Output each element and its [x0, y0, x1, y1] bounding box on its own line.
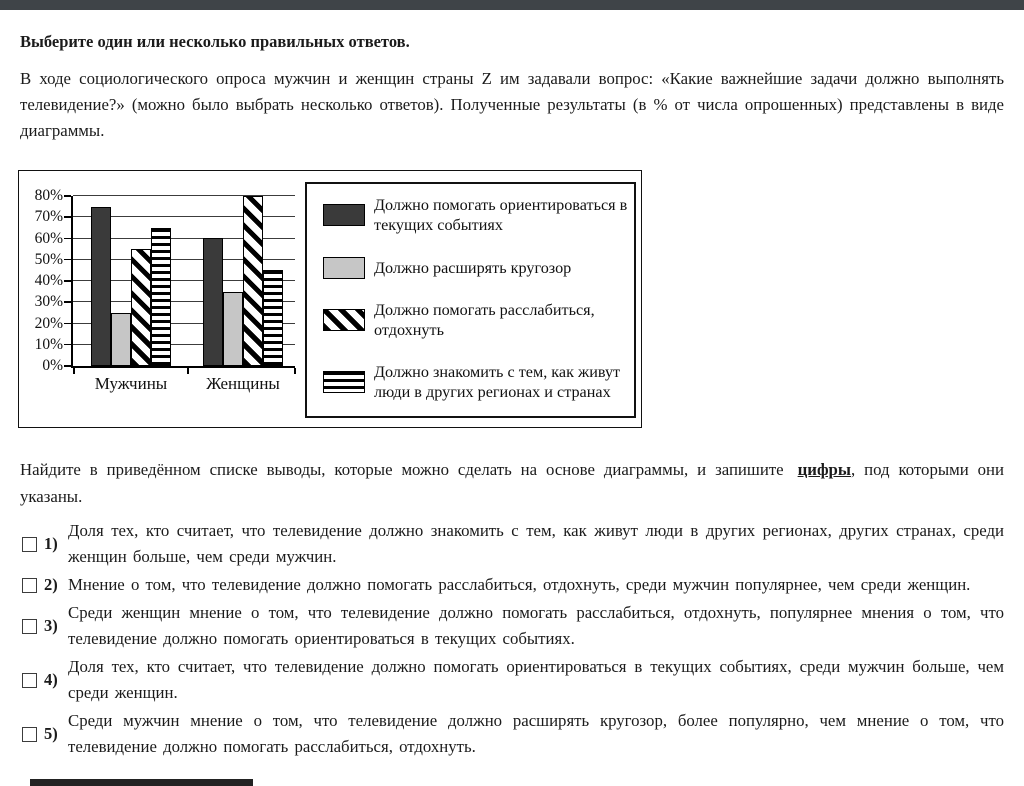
y-axis-tick [64, 195, 71, 197]
y-axis-tick [64, 216, 71, 218]
option-text: Доля тех, кто считает, что телевидение должно знакомить с тем, как живут люди в других регионах, других странах, среди женщин больше, чем среди мужчин. [68, 521, 1004, 566]
y-axis-label: 0% [42, 357, 63, 374]
y-axis-label: 70% [34, 208, 63, 226]
legend-swatch-horizontal-stripes [323, 371, 365, 393]
bar-Мужчины-solid-dark [91, 207, 111, 366]
bar-Женщины-solid-gray [223, 292, 243, 366]
option-text: Среди мужчин мнение о том, что телевидение должно расширять кругозор, более популярно, чем мнение о том, что телевидение должно помогать расслабиться, отдохнуть. [68, 711, 1004, 756]
category-label: Женщины [206, 374, 280, 393]
legend-swatch-solid-dark [323, 204, 365, 226]
window-bottom-bar [30, 779, 253, 786]
option-number: 3) [44, 616, 58, 635]
legend-label: Должно помогать ориентироваться в текущих событиях [374, 196, 628, 234]
y-axis-label: 50% [34, 250, 63, 268]
option-number: 1) [44, 534, 58, 553]
option-number: 2) [44, 575, 58, 594]
task-description: В ходе социологического опроса мужчин и женщин страны Z им задавали вопрос: «Какие важнейшие задачи должно выполнять телевидение?» (можно было выбрать несколько ответов). Полученные результаты (в % от числа опрошенных) представлены в виде диаграммы. [20, 69, 1004, 140]
chart-plot-area [34, 187, 295, 393]
y-axis-tick [64, 238, 71, 240]
bar-Женщины-horizontal-stripes [263, 270, 283, 366]
question-text [20, 456, 1004, 510]
bar-Женщины-diagonal-hatch [243, 196, 263, 366]
legend-item [307, 195, 634, 235]
option-head [22, 575, 68, 595]
option-head [22, 616, 68, 636]
option-3-checkbox[interactable] [22, 619, 37, 634]
y-axis-tick [64, 280, 71, 282]
option-head [22, 534, 68, 554]
option-1-checkbox[interactable] [22, 537, 37, 552]
option-2-checkbox[interactable] [22, 578, 37, 593]
y-axis-tick [64, 301, 71, 303]
y-axis-label: 10% [34, 335, 63, 353]
legend-label: Должно помогать расслабиться, отдохнуть [374, 301, 595, 340]
option-4-checkbox[interactable] [22, 673, 37, 688]
legend-item [307, 362, 634, 402]
bar-Мужчины-horizontal-stripes [151, 228, 171, 366]
option-head [22, 724, 68, 744]
y-axis-tick [64, 344, 71, 346]
legend-swatch-diagonal-hatch [323, 309, 365, 331]
option-5-checkbox[interactable] [22, 727, 37, 742]
survey-bar-chart [18, 170, 642, 428]
answer-options-list [22, 518, 1004, 760]
option-text: Доля тех, кто считает, что телевидение должно помогать ориентироваться в текущих событиях, среди мужчин больше, чем среди женщин. [68, 657, 1004, 702]
y-axis-tick [64, 323, 71, 325]
answer-option-5 [22, 708, 1004, 760]
answer-option-2 [22, 572, 1004, 598]
y-axis-label: 60% [34, 229, 63, 247]
option-text: Среди женщин мнение о том, что телевидение должно помогать расслабиться, отдохнуть, популярнее мнения о том, что телевидение должно помогать ориентироваться в текущих событиях. [68, 603, 1004, 648]
legend-swatch-solid-gray [323, 257, 365, 279]
legend-label: Должно знакомить с тем, как живут люди в других регионах и странах [374, 362, 621, 401]
y-axis-label: 40% [34, 272, 63, 289]
legend-item [307, 257, 634, 279]
y-axis-label: 30% [34, 293, 63, 311]
legend-item [307, 300, 634, 340]
option-head [22, 670, 68, 690]
bar-Женщины-solid-dark [203, 238, 223, 366]
question-suffix: , под которыми они указаны. [20, 460, 1004, 506]
window-top-bar [0, 0, 1024, 10]
option-number: 5) [44, 724, 58, 743]
chart-legend [305, 182, 636, 418]
x-axis-tick [73, 368, 75, 374]
bar-Мужчины-diagonal-hatch [131, 249, 151, 366]
option-number: 4) [44, 670, 58, 689]
legend-label: Должно расширять кругозор [374, 258, 572, 277]
y-axis-tick [64, 259, 71, 261]
question-page [0, 10, 1024, 760]
y-axis-tick [64, 365, 71, 367]
answer-option-1 [22, 518, 1004, 570]
category-label: Мужчины [94, 374, 168, 393]
question-emphasis: цифры [797, 460, 851, 479]
answer-option-3 [22, 600, 1004, 652]
answer-option-4 [22, 654, 1004, 706]
y-axis-label: 20% [34, 314, 63, 332]
question-prefix: Найдите в приведённом списке выводы, которые можно сделать на основе диаграммы, и запишите [20, 460, 784, 479]
option-text: Мнение о том, что телевидение должно помогать расслабиться, отдохнуть, среди мужчин популярнее, чем среди женщин. [68, 575, 971, 594]
task-instruction-title: Выберите один или несколько правильных ответов. [20, 32, 410, 51]
bar-Мужчины-solid-gray [111, 313, 131, 366]
y-axis-label: 80% [34, 187, 63, 204]
